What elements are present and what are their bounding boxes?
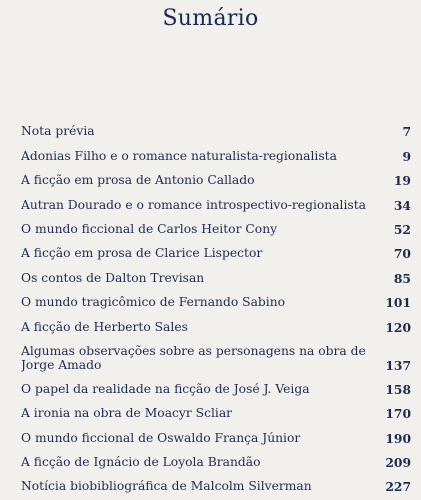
toc-entry [21, 286, 411, 310]
toc-entry [21, 164, 411, 188]
toc-entry [21, 373, 411, 397]
toc-entry [21, 335, 411, 373]
toc-entry-page: 85 [393, 270, 411, 286]
toc-entry-title: O mundo tragicômico de Fernando Sabino [21, 295, 286, 310]
toc-entry-title: A ironia na obra de Moacyr Scliar [21, 406, 233, 421]
toc-entry [21, 446, 411, 470]
toc-entry-page: 120 [385, 319, 411, 335]
toc-entry-page: 70 [393, 246, 411, 262]
toc-entry-page: 34 [393, 197, 411, 213]
toc-entry-page: 101 [385, 295, 411, 311]
toc-entry-title: A ficção em prosa de Antonio Callado [21, 173, 255, 188]
toc-entry [21, 261, 411, 285]
toc-entry-title: Notícia biobibliográfica de Malcolm Silverman [21, 479, 312, 494]
toc-entry [21, 470, 411, 494]
toc-entry-page: 227 [385, 479, 411, 495]
toc-entry-page: 7 [402, 124, 411, 140]
toc-entry-title: Nota prévia [21, 124, 95, 139]
toc-entry [21, 213, 411, 237]
toc-entry [21, 237, 411, 261]
toc-entry-title: O mundo ficcional de Oswaldo França Júnior [21, 430, 301, 445]
toc-entry-title: A ficção em prosa de Clarice Lispector [21, 246, 263, 261]
toc-entry-page: 19 [393, 173, 411, 189]
toc-entry [21, 421, 411, 445]
toc-entry-page: 9 [402, 148, 411, 164]
toc-entry-title: O mundo ficcional de Carlos Heitor Cony [21, 221, 278, 236]
toc-entry [21, 115, 411, 139]
toc-entry [21, 139, 411, 163]
toc-entry-title: Autran Dourado e o romance introspectivo-regionalista [21, 197, 366, 212]
toc-entry-page: 209 [385, 455, 411, 471]
toc-entry [21, 310, 411, 334]
toc-entry-page: 190 [385, 430, 411, 446]
page-title: Sumário [162, 6, 259, 31]
toc-entry-page: 52 [393, 221, 411, 237]
toc-entry-title: Os contos de Dalton Trevisan [21, 270, 205, 285]
toc-entry-title: A ficção de Ignácio de Loyola Brandão [21, 455, 261, 470]
toc-entry-title: Adonias Filho e o romance naturalista-regionalista [21, 148, 337, 163]
toc-entry-page: 158 [385, 381, 411, 397]
toc-entry-page: 170 [385, 406, 411, 422]
toc-entry [21, 397, 411, 421]
toc-entry-title: Algumas observações sobre as personagens na obra de Jorge Amado [21, 343, 366, 373]
table-of-contents [21, 115, 411, 494]
toc-entry [21, 188, 411, 212]
toc-entry-title: A ficção de Herberto Sales [21, 319, 188, 334]
toc-entry-title: O papel da realidade na ficção de José J. Veiga [21, 381, 310, 396]
toc-entry-page: 137 [385, 357, 411, 373]
